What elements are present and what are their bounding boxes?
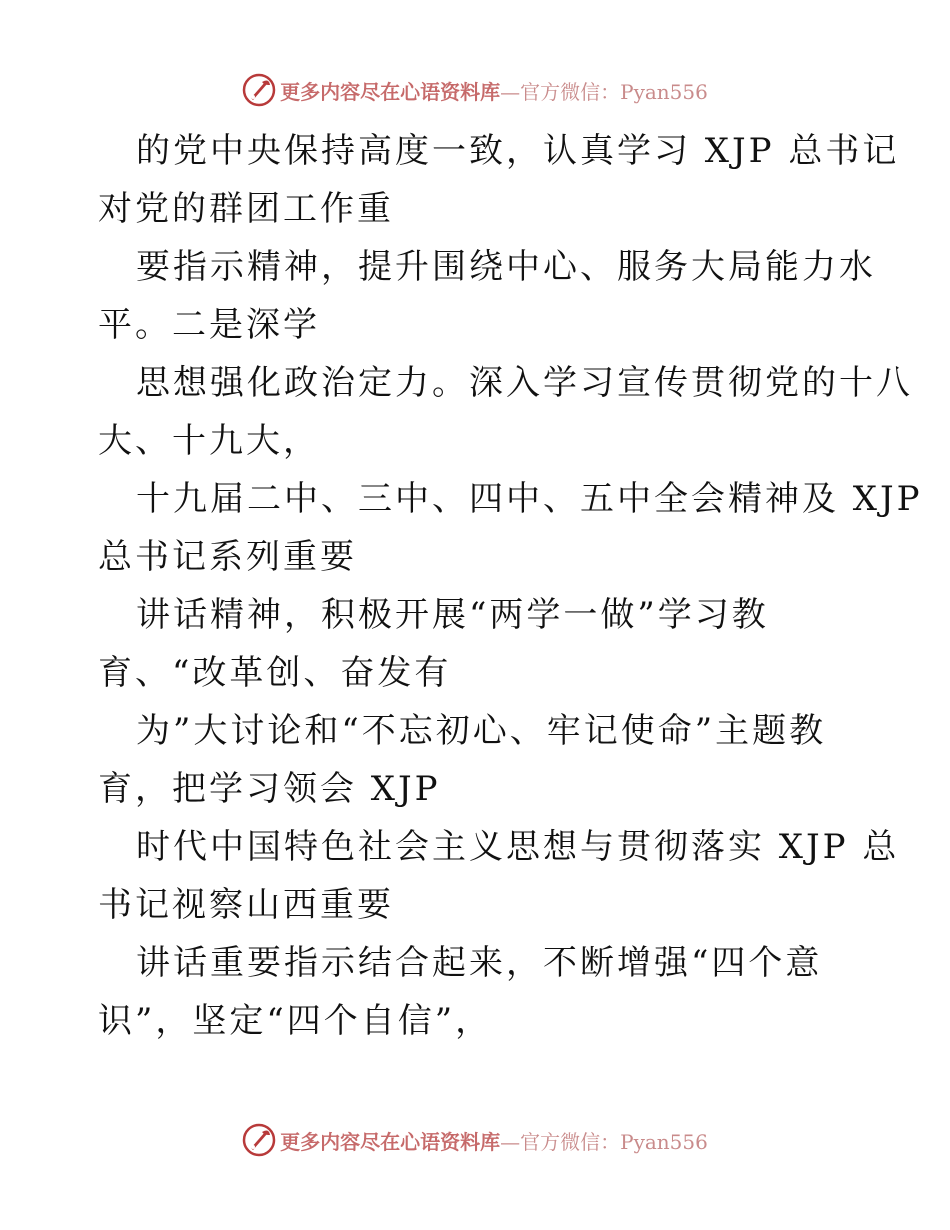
- body-line: 育，把学习领会 XJP: [98, 769, 441, 809]
- body-line: 十九届二中、三中、四中、五中全会精神及 XJP: [136, 479, 923, 519]
- body-line: 为”大讨论和“不忘初心、牢记使命”主题教: [136, 711, 827, 751]
- body-line: 对党的群团工作重: [98, 189, 394, 229]
- body-line: 时代中国特色社会主义思想与贯彻落实 XJP 总: [136, 827, 900, 867]
- quill-logo-icon: [242, 73, 276, 107]
- footer-banner-text: 更多内容尽在心语资料库—官方微信：Pyan556: [280, 1129, 708, 1154]
- body-line: 思想强化政治定力。深入学习宣传贯彻党的十八: [136, 363, 913, 403]
- body-line: 书记视察山西重要: [98, 885, 394, 925]
- header-banner-text: 更多内容尽在心语资料库—官方微信：Pyan556: [280, 79, 708, 104]
- body-line: 的党中央保持高度一致，认真学习 XJP 总书记: [136, 131, 900, 171]
- body-line: 育、“改革创、奋发有: [98, 653, 452, 693]
- body-line: 平。二是深学: [98, 305, 320, 345]
- body-line: 识”，坚定“四个自信”，: [98, 1001, 493, 1041]
- body-line: 讲话精神，积极开展“两学一做”学习教: [136, 595, 769, 635]
- body-line: 大、十九大，: [98, 421, 320, 461]
- body-line: 讲话重要指示结合起来，不断增强“四个意: [136, 943, 823, 983]
- footer-banner: [0, 1120, 950, 1160]
- body-line: 总书记系列重要: [98, 537, 357, 577]
- document-body: [98, 122, 923, 1050]
- body-line: 要指示精神，提升围绕中心、服务大局能力水: [136, 247, 876, 287]
- header-banner: [0, 70, 950, 110]
- quill-logo-icon: [242, 1123, 276, 1157]
